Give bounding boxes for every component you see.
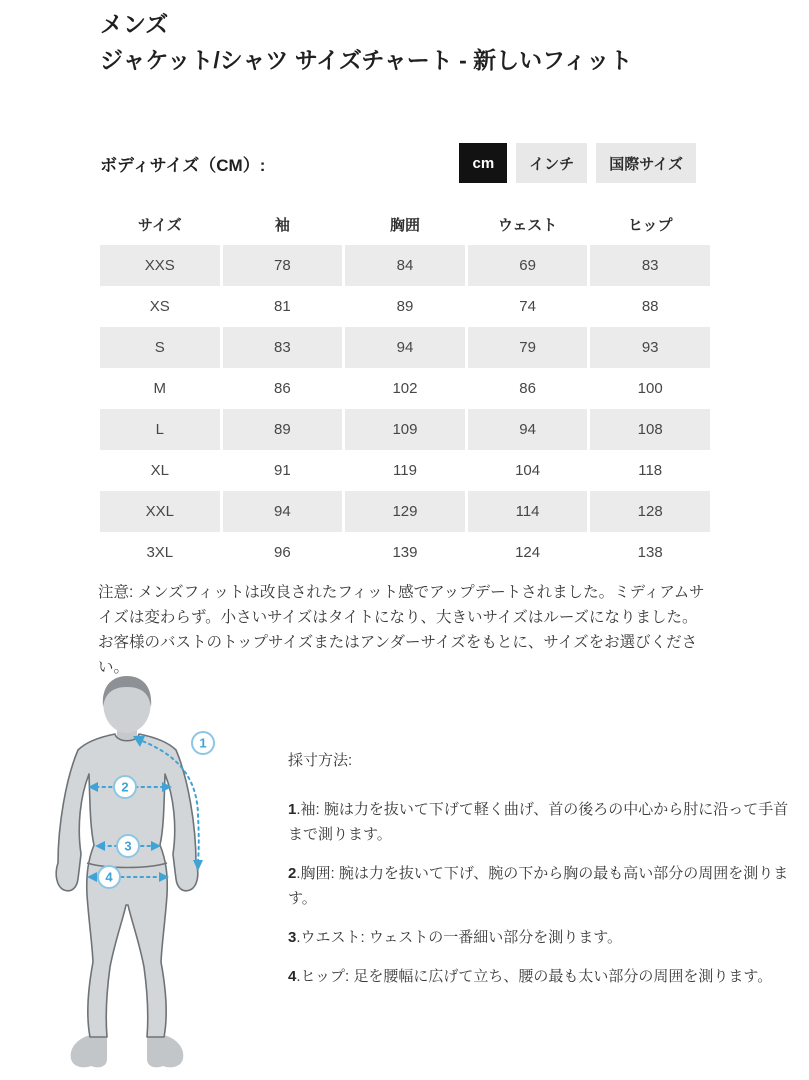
size-cell: 114: [468, 491, 588, 532]
size-cell: 100: [637, 380, 663, 397]
marker-number-2: 2: [121, 779, 129, 795]
size-cell: 94: [223, 491, 343, 532]
size-cell: 93: [590, 327, 710, 368]
body-silhouette-svg: [45, 675, 265, 1075]
size-cell: M: [153, 380, 167, 397]
size-cell: L: [100, 409, 220, 450]
size-chart-table: [97, 203, 713, 573]
size-cell: 88: [641, 298, 659, 315]
size-cell: 84: [345, 245, 465, 286]
size-row-XXS: [100, 245, 710, 286]
unit-selector-row: [100, 143, 696, 183]
unit-button-inch[interactable]: インチ: [516, 143, 587, 183]
marker-number-1: 1: [199, 735, 207, 751]
size-cell: XXS: [100, 245, 220, 286]
size-row-S: [100, 327, 710, 368]
size-cell: 86: [519, 380, 536, 397]
measurement-guide: [288, 748, 800, 1003]
size-cell: XS: [149, 298, 170, 315]
size-row-L: [100, 409, 710, 450]
size-cell: 83: [223, 327, 343, 368]
size-cell: 91: [274, 462, 291, 479]
size-cell: 69: [468, 245, 588, 286]
page-title: [100, 6, 706, 78]
size-cell: 102: [392, 380, 418, 397]
size-cell: 104: [515, 462, 541, 479]
guide-item-text: .袖: 腕は力を抜いて下げて軽く曲げ、首の後ろの中心から肘に沿って手首まで測ります。: [288, 801, 789, 843]
unit-toggle-group: [459, 143, 696, 183]
size-cell: 94: [345, 327, 465, 368]
guide-item-chest: [288, 861, 800, 911]
size-row-XL: [100, 450, 710, 491]
col-header-chest: 胸囲: [389, 216, 420, 234]
size-cell: 89: [396, 298, 414, 315]
size-cell: S: [100, 327, 220, 368]
size-cell: 124: [515, 544, 541, 561]
col-header-sleeve: 袖: [274, 216, 290, 234]
size-cell: 139: [392, 544, 418, 561]
size-cell: 119: [393, 462, 417, 479]
guide-item-hip: [288, 964, 800, 989]
page-title-main: ジャケット/シャツ サイズチャート - 新しいフィット: [100, 47, 633, 73]
body-size-label: ボディサイズ（CM）:: [100, 155, 266, 175]
col-header-size: サイズ: [137, 216, 182, 234]
guide-item-waist: [288, 925, 800, 950]
guide-item-number: 2: [288, 865, 297, 882]
size-cell: 128: [590, 491, 710, 532]
size-cell: 79: [468, 327, 588, 368]
size-cell: XL: [150, 462, 169, 479]
unit-button-cm[interactable]: cm: [459, 143, 507, 183]
size-cell: 108: [590, 409, 710, 450]
page-title-category: メンズ: [100, 11, 169, 37]
marker-number-3: 3: [124, 838, 132, 854]
fit-update-note: 注意: メンズフィットは改良されたフィット感でアップデートされました。ミディアムサイズは変わらず。小さいサイズはタイトになり、大きいサイズはルーズになりました。お客様のバストのトップサイズまたはアンダーサイズをもとに、サイズをお選びください。: [98, 584, 705, 676]
size-cell: 74: [519, 298, 536, 315]
marker-number-4: 4: [105, 869, 113, 885]
right-foot-shape: [147, 1035, 183, 1067]
measurement-guide-heading: 採寸方法:: [288, 752, 353, 769]
size-row-3XL: [100, 532, 710, 573]
size-cell: 81: [274, 298, 291, 315]
unit-button-international[interactable]: 国際サイズ: [596, 143, 696, 183]
size-row-XXL: [100, 491, 710, 532]
guide-item-sleeve: [288, 797, 800, 847]
left-foot-shape: [71, 1035, 107, 1067]
size-cell: 129: [345, 491, 465, 532]
size-cell: XXL: [100, 491, 220, 532]
size-cell: 89: [223, 409, 343, 450]
size-cell: 138: [637, 544, 663, 561]
guide-item-text: .ヒップ: 足を腰幅に広げて立ち、腰の最も太い部分の周囲を測ります。: [296, 968, 773, 985]
guide-item-number: 4: [288, 968, 297, 985]
size-cell: 96: [274, 544, 291, 561]
size-cell: 109: [345, 409, 465, 450]
guide-item-number: 1: [288, 801, 297, 818]
size-cell: 3XL: [146, 544, 174, 561]
size-cell: 83: [590, 245, 710, 286]
col-header-hip: ヒップ: [627, 216, 673, 234]
size-cell: 78: [223, 245, 343, 286]
size-cell: 118: [638, 462, 663, 479]
size-cell: 94: [468, 409, 588, 450]
body-measurement-figure: [45, 675, 265, 1075]
guide-item-number: 3: [288, 929, 297, 946]
col-header-waist: ウェスト: [497, 216, 558, 234]
guide-item-text: .ウエスト: ウェストの一番細い部分を測ります。: [296, 929, 623, 946]
size-row-M: [100, 368, 710, 409]
size-cell: 86: [274, 380, 291, 397]
guide-item-text: .胸囲: 腕は力を抜いて下げ、腕の下から胸の最も高い部分の周囲を測ります。: [288, 865, 789, 907]
size-table-header-row: [100, 203, 710, 245]
size-row-XS: [100, 286, 710, 327]
